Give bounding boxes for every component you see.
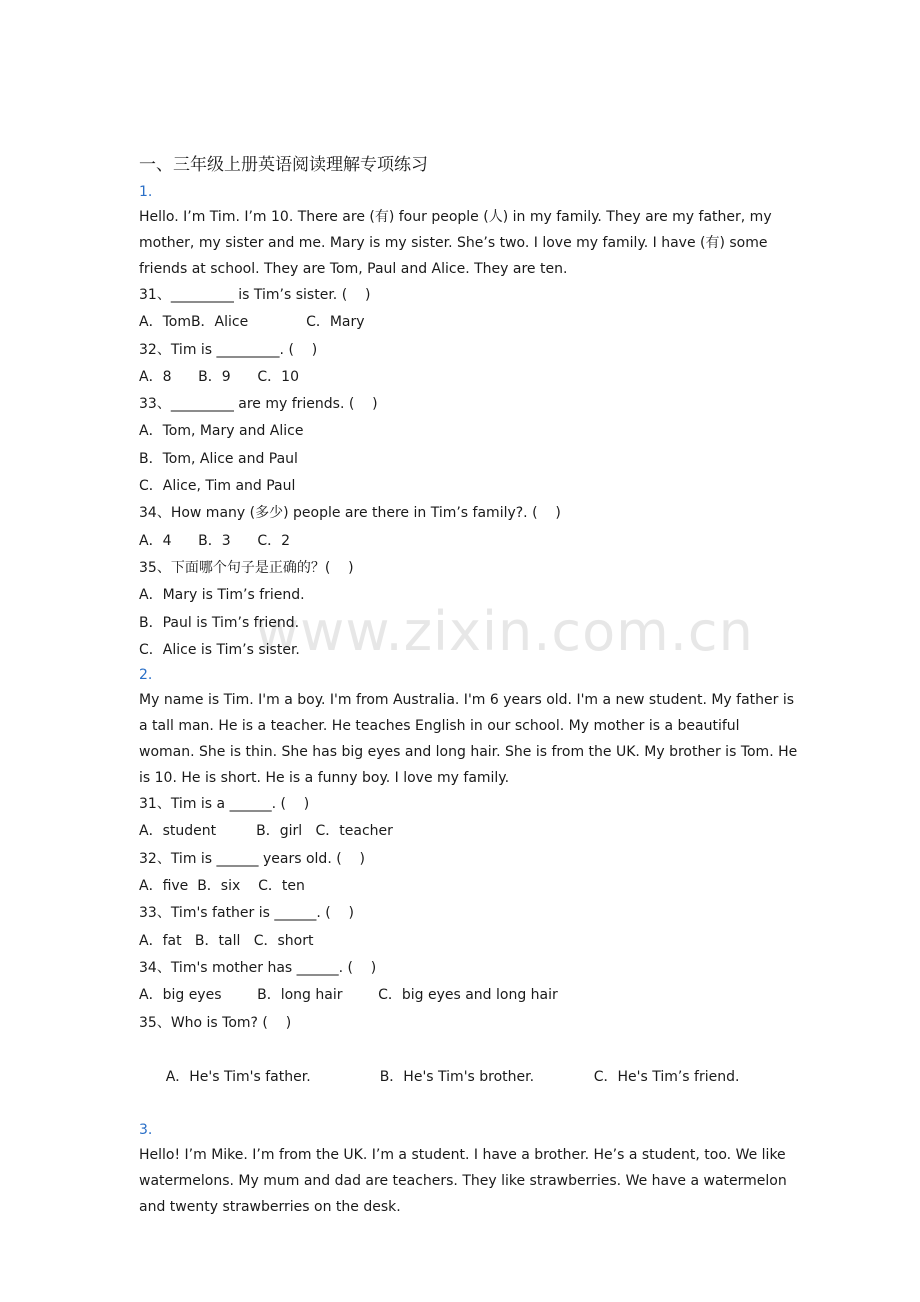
reading-passage: My name is Tim. I'm a boy. I'm from Australia. I'm 6 years old. I'm a new student. My father is a tall man. He is a teacher. He teaches English in our school. My mother is a beautiful woman. She is thin. She has big eyes and long hair. She is from the UK. My brother is Tom. He is 10. He is short. He is a funny boy. I love my family. (139, 692, 798, 787)
options-line: A．student B．girl C．teacher (139, 823, 393, 840)
question-line: 35、下面哪个句子是正确的？( ) (139, 559, 354, 576)
question-line: 32、Tim is ______ years old. ( ) (139, 850, 365, 867)
option-b: B．He's Tim's brother. (379, 1069, 535, 1086)
options-line: A．4 B．3 C．2 (139, 532, 291, 549)
options-line: A．TomB．Alice C．Mary (139, 314, 365, 331)
question-line: 35、Who is Tom? ( ) (139, 1014, 292, 1031)
options-line: B．Paul is Tim’s friend. (139, 614, 300, 631)
section-1 (139, 181, 799, 664)
section-number: 1. (139, 184, 153, 200)
options-line: B．Tom, Alice and Paul (139, 450, 298, 467)
options-line: C．Alice, Tim and Paul (139, 478, 296, 495)
options-line (139, 1037, 799, 1119)
section-number: 3. (139, 1121, 153, 1138)
options-line: A．Mary is Tim’s friend. (139, 587, 305, 604)
options-line: A．five B．six C．ten (139, 878, 305, 895)
reading-passage: Hello. I’m Tim. I’m 10. There are (有) four people (人) in my family. They are my father, my mother, my sister and me. Mary is my sister. She’s two. I love my family. I have (有) some friends at school. They are Tom, Paul and Alice. They are ten. (139, 209, 772, 277)
question-line: 33、Tim's father is ______. ( ) (139, 905, 355, 922)
reading-passage: Hello! I’m Mike. I’m from the UK. I’m a student. I have a brother. He’s a student, too. We like watermelons. My mum and dad are teachers. They like strawberries. We have a watermelon and twenty strawberries on the desk. (139, 1146, 787, 1215)
question-line: 31、Tim is a ______. ( ) (139, 796, 310, 813)
question-line: 34、Tim's mother has ______. ( ) (139, 959, 377, 976)
document-page (139, 154, 799, 1220)
options-line: A．8 B．9 C．10 (139, 368, 299, 385)
option-a: A．He's Tim's father. (165, 1069, 311, 1086)
watermark: www.zixin.com.cn (255, 600, 754, 663)
section-number: 2. (139, 667, 153, 684)
option-c: C．He's Tim’s friend. (593, 1069, 740, 1086)
options-line: C．Alice is Tim’s sister. (139, 641, 300, 658)
section-2 (139, 664, 799, 1119)
page-title: 一、三年级上册英语阅读理解专项练习 (139, 155, 428, 175)
section-3 (139, 1119, 799, 1220)
question-line: 32、Tim is _________. ( ) (139, 341, 318, 358)
options-line: A．Tom, Mary and Alice (139, 423, 304, 440)
question-line: 33、_________ are my friends. ( ) (139, 396, 378, 413)
question-line: 34、How many (多少) people are there in Tim’s family?. ( ) (139, 505, 561, 522)
options-line: A．fat B．tall C．short (139, 932, 314, 949)
options-line: A．big eyes B．long hair C．big eyes and long hair (139, 987, 558, 1004)
question-line: 31、_________ is Tim’s sister. ( ) (139, 287, 371, 303)
